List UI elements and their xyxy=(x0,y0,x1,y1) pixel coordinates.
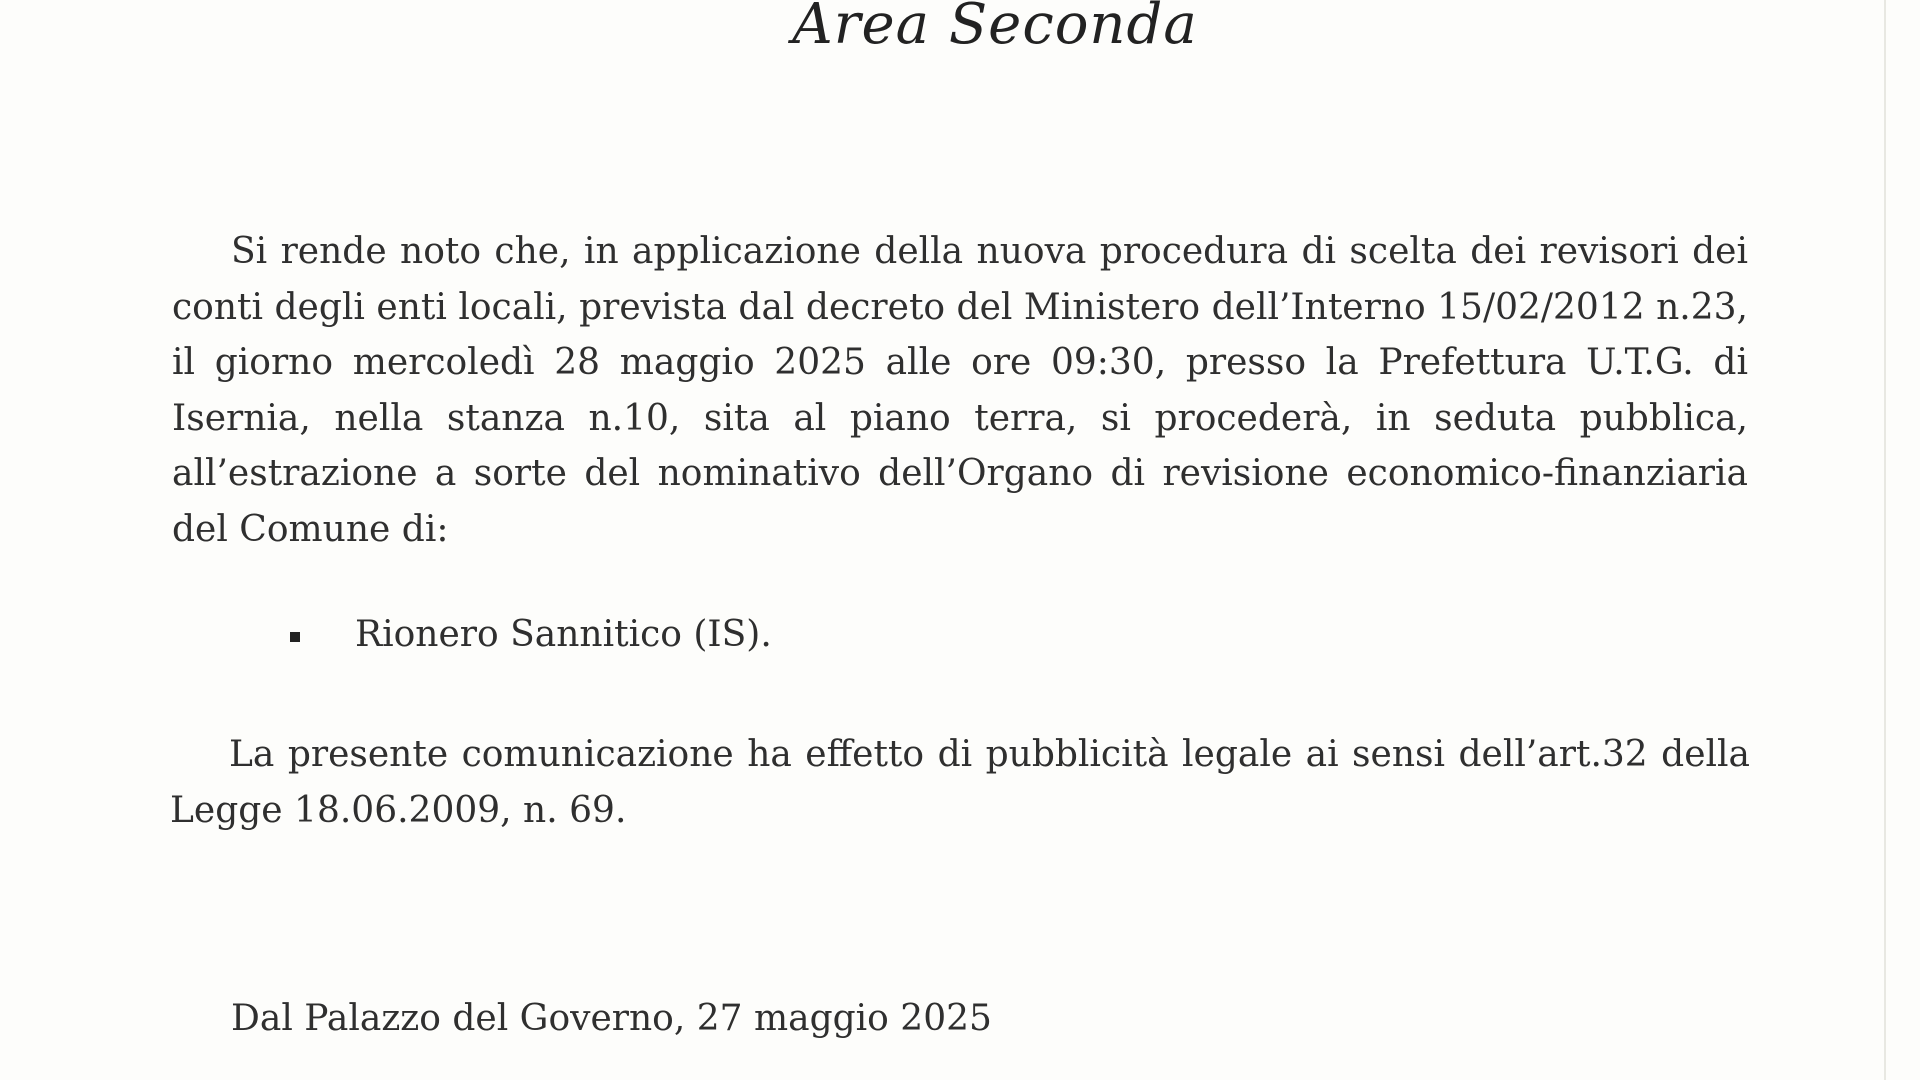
closing-line: Dal Palazzo del Governo, 27 maggio 2025 xyxy=(231,998,992,1039)
notice-paragraph xyxy=(172,224,1748,557)
list-item xyxy=(290,614,772,655)
square-bullet-icon xyxy=(290,632,300,642)
paragraph-1: Si rende noto che, in applicazione della nuova procedura di scelta dei revisori dei conti degli enti locali, prevista dal decreto del Ministero dell’Interno 15/02/2012 n.23, il giorno mercoledì 28 maggio 2025 alle ore 09:30, presso la Prefettura U.T.G. di Isernia, nella stanza n.10, sita al piano terra, si procederà, in seduta pubblica, all’estrazione a sorte del nominativo dell’Organo di revisione economico-finanziaria del Comune di: xyxy=(172,231,1748,550)
list-item-text: Rionero Sannitico (IS). xyxy=(355,614,772,655)
document-heading: Area Seconda xyxy=(792,0,1198,57)
paragraph-2: La presente comunicazione ha effetto di pubblicità legale ai sensi dell’art.32 della Legge 18.06.2009, n. 69. xyxy=(170,734,1750,831)
page-edge-line xyxy=(1884,0,1886,1080)
